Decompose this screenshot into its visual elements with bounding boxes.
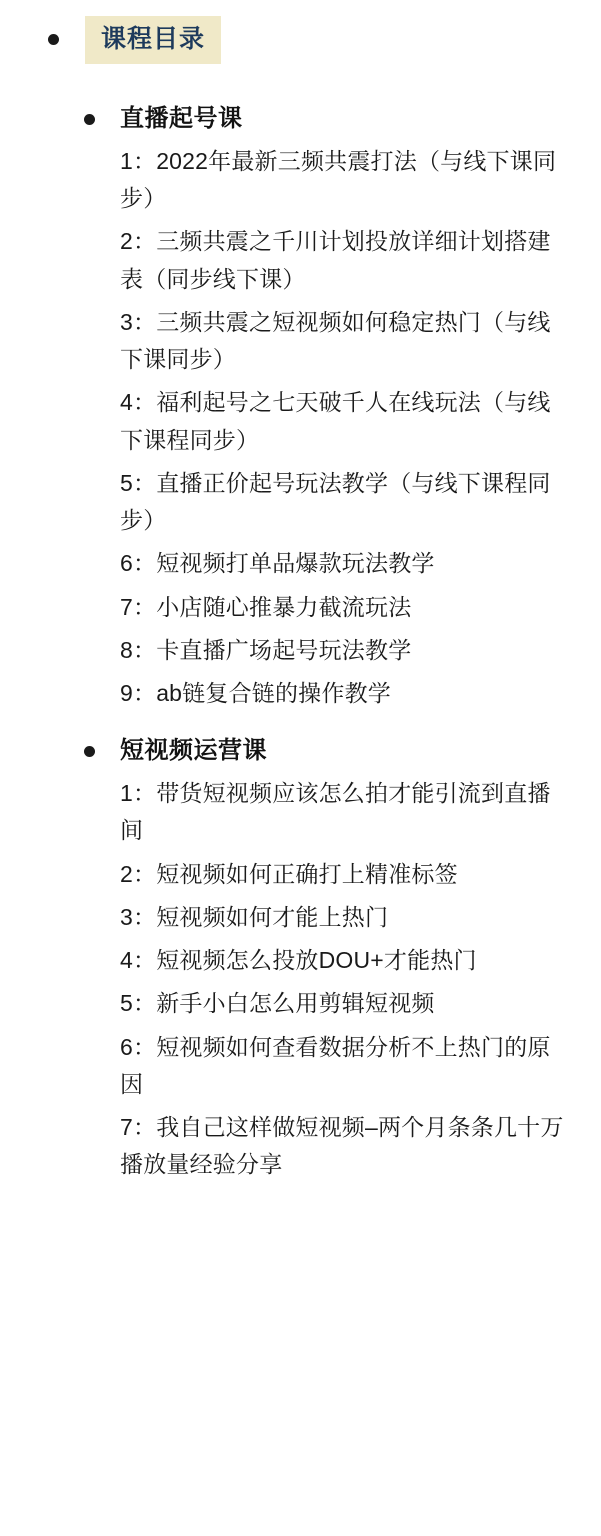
list-item: 6：短视频如何查看数据分析不上热门的原因 [120, 1033, 551, 1097]
list-item: 6：短视频打单品爆款玩法教学 [120, 550, 435, 577]
list-item: 7：我自己这样做短视频–两个月条条几十万播放量经验分享 [120, 1114, 564, 1178]
list-item: 2：三频共震之千川计划投放详细计划搭建表（同步线下课） [120, 228, 551, 292]
list-item: 4：福利起号之七天破千人在线玩法（与线下课程同步） [120, 389, 551, 453]
section-live-streaming [120, 102, 567, 712]
list-item: 3：三频共震之短视频如何稳定热门（与线下课同步） [120, 308, 551, 373]
list-item: 5：直播正价起号玩法教学（与线下课程同步） [120, 469, 551, 534]
bullet-dot-icon [84, 114, 95, 125]
list-item: 2：短视频如何正确打上精准标签 [120, 860, 458, 887]
page-title: 课程目录 [101, 25, 206, 53]
section-header [120, 734, 567, 769]
list-item: 5：新手小白怎么用剪辑短视频 [120, 990, 435, 1017]
section-title: 直播起号课 [120, 105, 243, 132]
section-header [120, 102, 567, 137]
page-title-chip [85, 16, 221, 64]
sections-container [0, 102, 601, 1184]
bullet-dot-icon [48, 34, 59, 45]
list-item: 3：短视频如何才能上热门 [120, 903, 389, 930]
bullet-dot-icon [84, 746, 95, 757]
list-item: 1：2022年最新三频共震打法（与线下课同步） [120, 147, 557, 212]
section-title: 短视频运营课 [120, 737, 267, 765]
list-item: 1：带货短视频应该怎么拍才能引流到直播间 [120, 780, 551, 844]
list-item: 4：短视频怎么投放DOU+才能热门 [120, 947, 477, 974]
list-item: 9：ab链复合链的操作教学 [120, 680, 391, 707]
list-item: 7：小店随心推暴力截流玩法 [120, 593, 412, 620]
list-item: 8：卡直播广场起号玩法教学 [120, 636, 412, 663]
page-title-row [0, 0, 601, 64]
section-short-video-operations [120, 734, 567, 1183]
